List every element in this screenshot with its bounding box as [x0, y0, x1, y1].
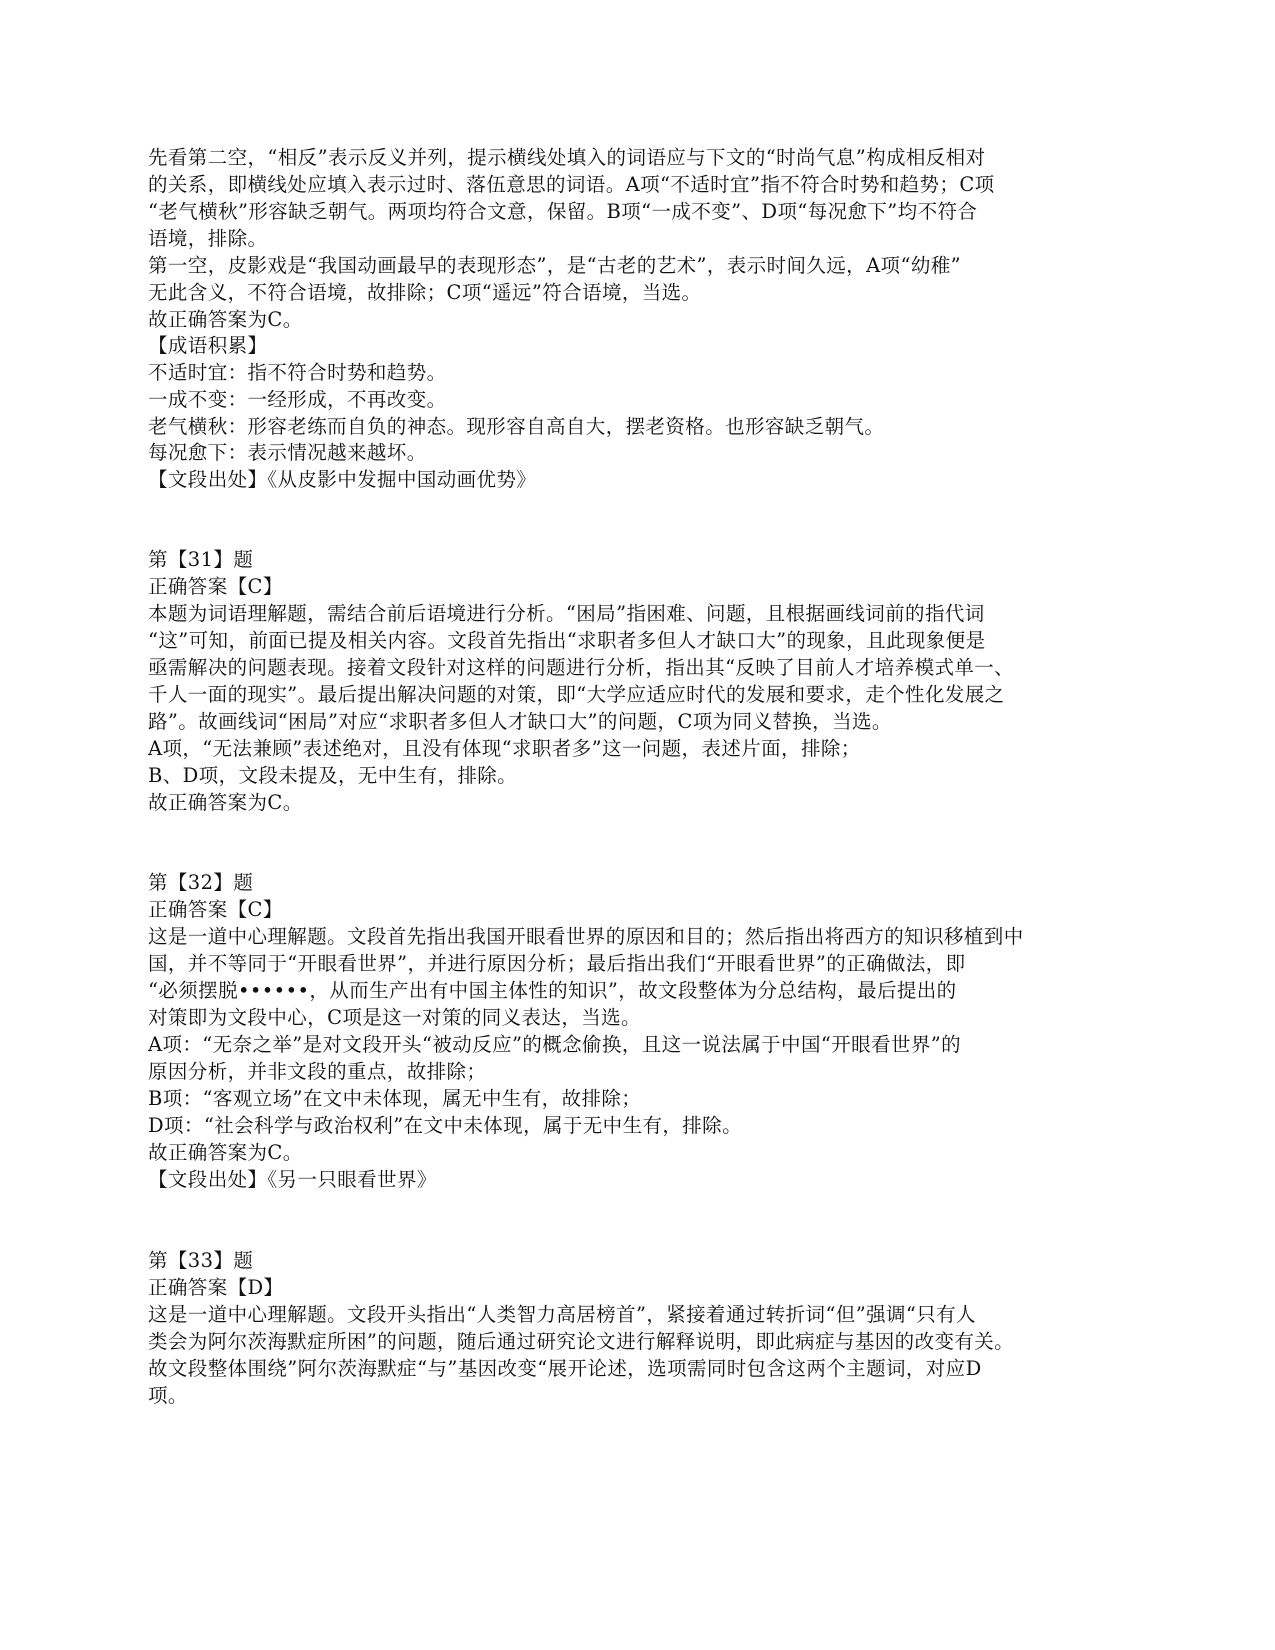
question-32-answer: 正确答案【C】 — [148, 898, 283, 921]
source-line: 【文段出处】《另一只眼看世界》 — [148, 1168, 437, 1191]
text-line: 一成不变：一经形成，不再改变。 — [148, 388, 447, 411]
source-line: 【文段出处】《从皮影中发掘中国动画优势》 — [148, 468, 537, 491]
question-33-answer: 正确答案【D】 — [148, 1276, 284, 1299]
question-31-heading: 第【31】题 — [148, 548, 254, 571]
text-line: D项：“社会科学与政治权利”在文中未体现，属于无中生有，排除。 — [148, 1114, 742, 1137]
text-line: 这是一道中心理解题。文段开头指出“人类智力高居榜首”，紧接着通过转折词“但”强调“只有人 — [148, 1303, 976, 1326]
text-line: 千人一面的现实”。最后提出解决问题的对策，即“大学应适应时代的发展和要求，走个性化发展之 — [148, 683, 1005, 706]
text-line: 每况愈下：表示情况越来越坏。 — [148, 441, 427, 464]
text-line: 路”。故画线词“困局”对应“求职者多但人才缺口大”的问题，C项为同义替换，当选。 — [148, 710, 892, 733]
idiom-section-heading: 【成语积累】 — [148, 334, 268, 357]
text-line: 项。 — [148, 1384, 188, 1407]
text-line: 先看第二空，“相反”表示反义并列，提示横线处填入的词语应与下文的“时尚气息”构成相反相对 — [148, 146, 986, 169]
text-line: 故文段整体围绕”阿尔茨海默症“与”基因改变“展开论述，选项需同时包含这两个主题词，对应D — [148, 1357, 982, 1380]
text-line: 故正确答案为C。 — [148, 308, 303, 331]
text-line: 无此含义，不符合语境，故排除；C项“遥远”符合语境，当选。 — [148, 281, 702, 304]
text-line: 原因分析，并非文段的重点，故排除； — [148, 1060, 487, 1083]
text-line: 亟需解决的问题表现。接着文段针对这样的问题进行分析，指出其“反映了目前人才培养模式单一、 — [148, 656, 1015, 679]
text-line: “必须摆脱••••••，从而生产出有中国主体性的知识”，故文段整体为分总结构，最后提出的 — [148, 979, 957, 1002]
text-line: “这”可知，前面已提及相关内容。文段首先指出“求职者多但人才缺口大”的现象，且此现象便是 — [148, 629, 986, 652]
text-line: B项：“客观立场”在文中未体现，属无中生有，故排除； — [148, 1087, 642, 1110]
text-line: B、D项，文段未提及，无中生有，排除。 — [148, 764, 518, 787]
question-33-heading: 第【33】题 — [148, 1249, 254, 1272]
text-line: “老气横秋”形容缺乏朝气。两项均符合文意，保留。B项“一成不变”、D项“每况愈下”均不符合 — [148, 200, 978, 223]
text-line: 第一空，皮影戏是“我国动画最早的表现形态”，是“古老的艺术”，表示时间久远，A项“幼稚” — [148, 254, 961, 277]
text-line: 语境，排除。 — [148, 227, 268, 250]
text-line: 故正确答案为C。 — [148, 791, 303, 814]
text-line: 国，并不等同于“开眼看世界”，并进行原因分析；最后指出我们“开眼看世界”的正确做法，即 — [148, 952, 966, 975]
text-line: A项：“无奈之举”是对文段开头“被动反应”的概念偷换，且这一说法属于中国“开眼看世界”的 — [148, 1033, 961, 1056]
text-line: 对策即为文段中心，C项是这一对策的同义表达，当选。 — [148, 1006, 641, 1029]
text-line: 的关系，即横线处应填入表示过时、落伍意思的词语。A项“不适时宜”指不符合时势和趋势；C项 — [148, 173, 995, 196]
text-line: 故正确答案为C。 — [148, 1141, 303, 1164]
text-line: 本题为词语理解题，需结合前后语境进行分析。“困局”指困难、问题，且根据画线词前的指代词 — [148, 602, 985, 625]
question-32-heading: 第【32】题 — [148, 871, 254, 894]
text-line: 不适时宜：指不符合时势和趋势。 — [148, 361, 447, 384]
question-31-answer: 正确答案【C】 — [148, 575, 283, 598]
text-line: 这是一道中心理解题。文段首先指出我国开眼看世界的原因和目的；然后指出将西方的知识移植到中 — [148, 925, 1024, 948]
text-line: 老气横秋：形容老练而自负的神态。现形容自高自大，摆老资格。也形容缺乏朝气。 — [148, 415, 885, 438]
text-line: A项，“无法兼顾”表述绝对，且没有体现“求职者多”这一问题，表述片面，排除； — [148, 737, 861, 760]
text-line: 类会为阿尔茨海默症所困”的问题，随后通过研究论文进行解释说明，即此病症与基因的改变有关。 — [148, 1330, 1015, 1353]
